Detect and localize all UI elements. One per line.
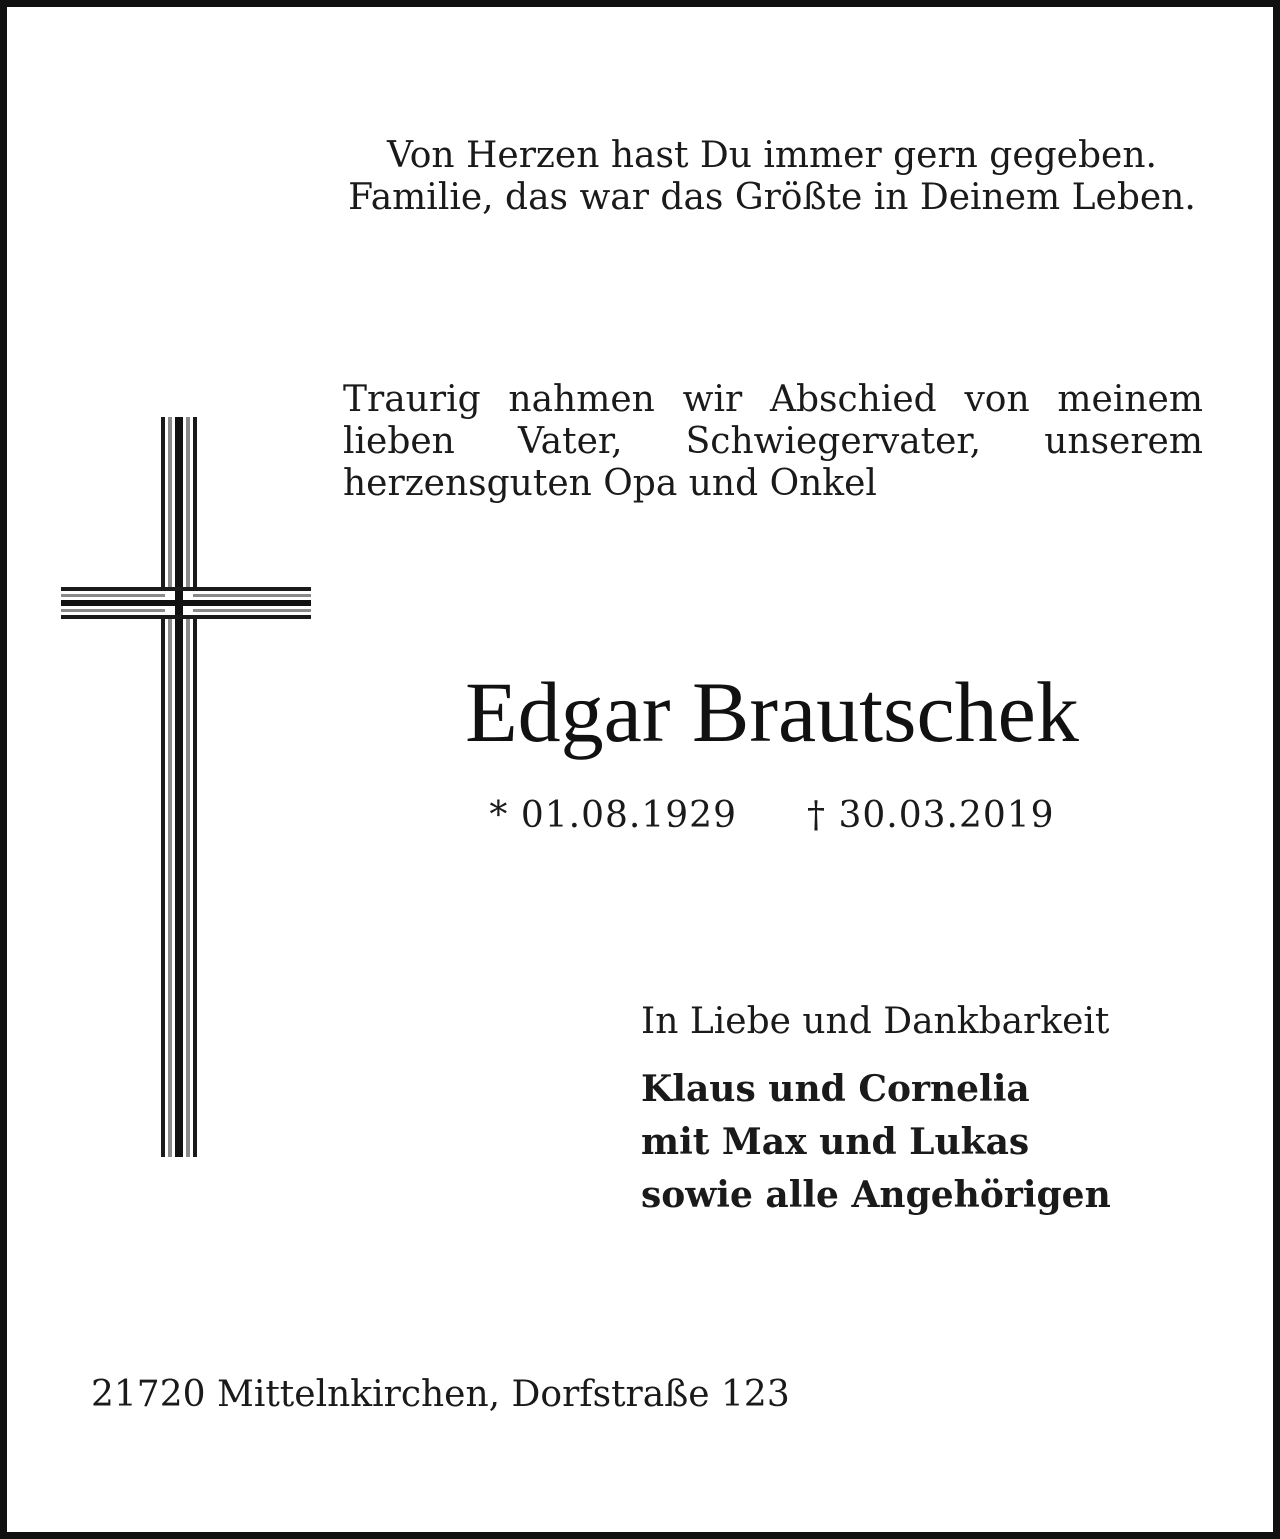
cross-icon [61, 417, 311, 1157]
life-dates [337, 795, 1207, 837]
motto-line-1: Von Herzen hast Du immer gern gegeben. [387, 135, 1157, 176]
address: 21720 Mittelnkirchen, Dorfstraße 123 [91, 1374, 790, 1415]
intro-text: Traurig nahmen wir Abschied von meinem lieben Vater, Schwiegervater, unserem herzensguten Opa und Onkel [343, 379, 1203, 504]
mourner-line-3: sowie alle Angehörigen [641, 1174, 1111, 1216]
motto-verse [337, 135, 1207, 219]
thanks-line: In Liebe und Dankbarkeit [641, 1001, 1110, 1042]
mourner-line-2: mit Max und Lukas [641, 1121, 1030, 1163]
death-date: † 30.03.2019 [807, 795, 1055, 836]
deceased-name: Edgar Brautschek [465, 664, 1079, 760]
birth-date: * 01.08.1929 [489, 795, 737, 836]
mourners-list [641, 1063, 1201, 1222]
mourner-line-1: Klaus und Cornelia [641, 1068, 1030, 1110]
motto-line-2: Familie, das war das Größte in Deinem Leben. [348, 177, 1196, 218]
